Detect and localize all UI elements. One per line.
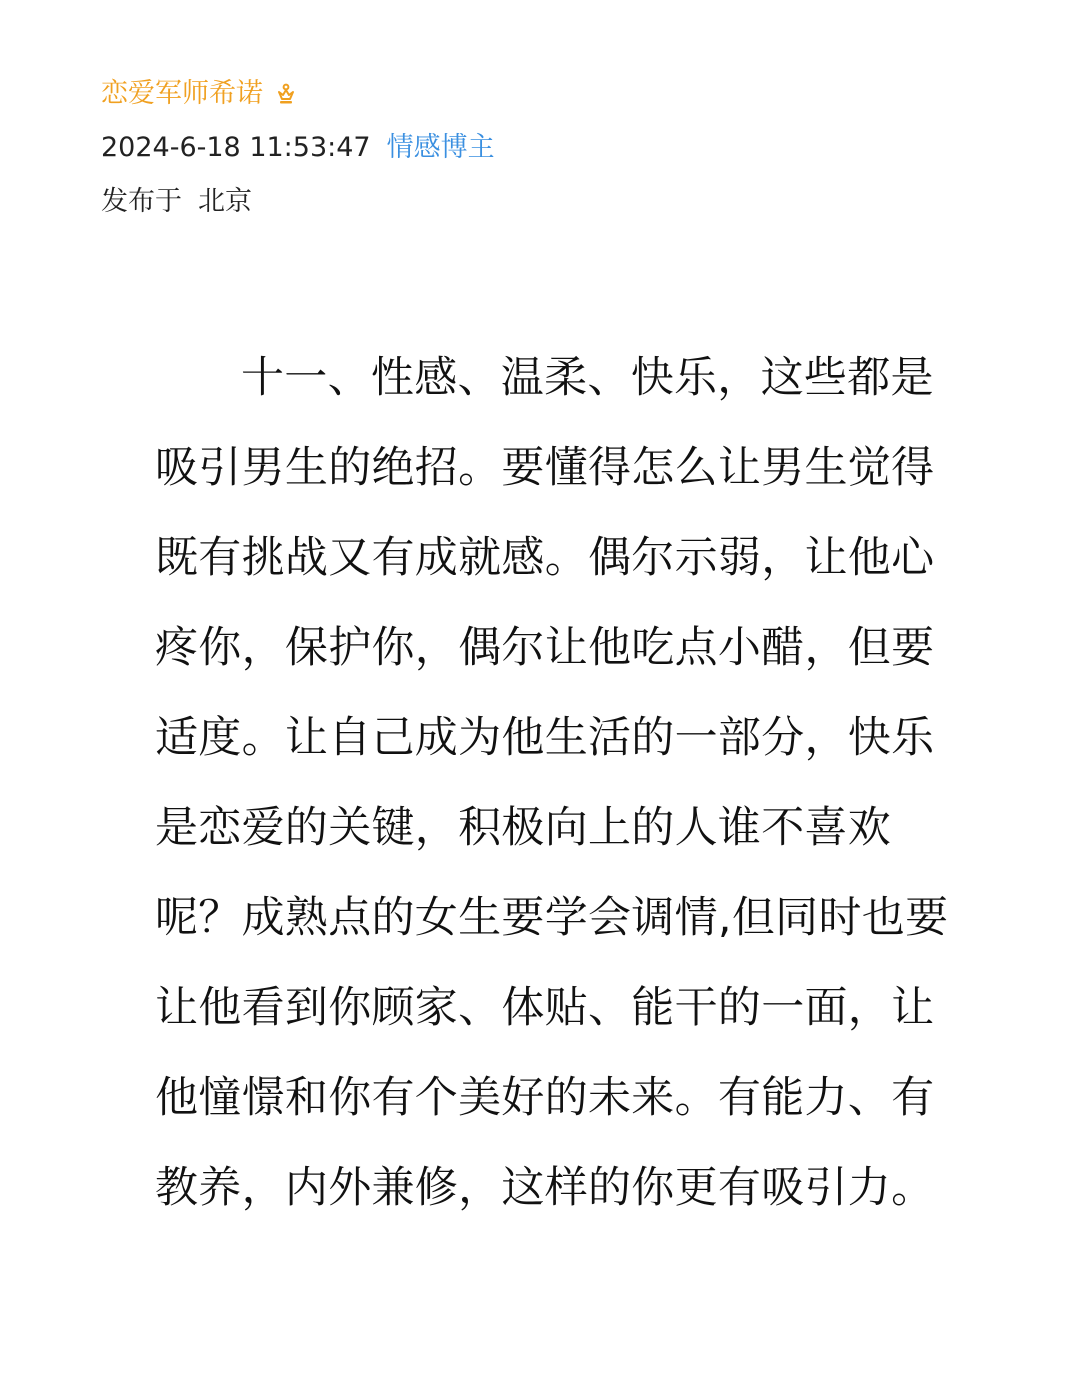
post-timestamp: 2024-6-18 11:53:47 xyxy=(101,132,371,163)
location-value: 北京 xyxy=(198,186,252,217)
author-tag[interactable]: 情感博主 xyxy=(386,132,495,163)
post-header xyxy=(101,70,495,226)
meta-row xyxy=(101,124,495,172)
crown-icon xyxy=(275,83,297,105)
author-name[interactable]: 恋爱军师希诺 xyxy=(101,78,263,109)
location-row xyxy=(101,178,495,226)
post-body: 十一、性感、温柔、快乐，这些都是吸引男生的绝招。要懂得怎么让男生觉得既有挑战又有成就感。偶尔示弱，让他心疼你，保护你，偶尔让他吃点小醋，但要适度。让自己成为他生活的一部分，快乐是恋爱的关键，积极向上的人谁不喜欢呢？成熟点的女生要学会调情,但同时也要让他看到你顾家、体贴、能干的一面，让他憧憬和你有个美好的未来。有能力、有教养，内外兼修，这样的你更有吸引力。 xyxy=(155,353,949,1213)
author-row xyxy=(101,70,495,118)
location-label: 发布于 xyxy=(101,186,182,217)
